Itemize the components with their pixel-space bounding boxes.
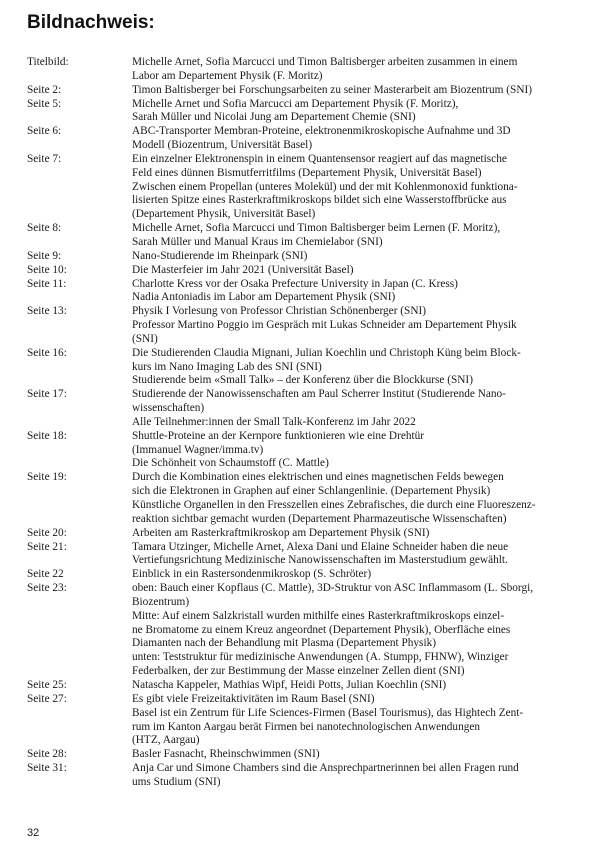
credit-line: Basler Fasnacht, Rheinschwimmen (SNI) — [132, 748, 320, 761]
credit-line: Michelle Arnet, Sofia Marcucci und Timon Baltisberger arbeiten zusammen in einem — [132, 56, 518, 68]
credit-line: Nadia Antoniadis im Labor am Departement Physik (SNI) — [132, 291, 396, 304]
credit-line: Studierende beim «Small Talk» – der Konferenz über die Blockkurse (SNI) — [132, 374, 473, 387]
credit-text — [132, 347, 575, 389]
credit-text — [132, 84, 575, 98]
credit-line: ne Bromatome zu einem Kreuz angeordnet (Departement Physik), Oberfläche eines — [132, 623, 511, 636]
credit-entry — [27, 153, 575, 222]
credit-line: (Immanuel Wagner/imma.tv) — [132, 443, 264, 456]
credit-label: Seite 18: — [27, 429, 67, 442]
credit-line: Charlotte Kress vor der Osaka Prefecture University in Japan (C. Kress) — [132, 277, 458, 290]
credit-text — [132, 430, 575, 472]
credit-line: ABC-Transporter Membran-Proteine, elektronenmikroskopische Aufnahme und 3D — [132, 125, 511, 138]
credit-label: Seite 16: — [27, 346, 67, 359]
credit-line: Labor am Departement Physik (F. Moritz) — [132, 69, 323, 82]
credits-list — [27, 56, 575, 790]
credit-text — [132, 153, 575, 222]
credit-line: Die Masterfeier im Jahr 2021 (Universität Basel) — [132, 263, 354, 276]
credit-label: Titelbild: — [27, 56, 69, 68]
credit-entry — [27, 541, 575, 569]
credit-line: Timon Baltisberger bei Forschungsarbeiten zu seiner Masterarbeit am Biozentrum (SNI) — [132, 83, 533, 96]
credit-line: Künstliche Organellen in den Fresszellen eines Zebrafisches, die durch eine Fluoreszenz- — [132, 499, 536, 511]
credit-text — [132, 388, 575, 430]
credit-entry — [27, 748, 575, 762]
credit-line: oben: Bauch einer Kopflaus (C. Mattle), 3D-Struktur von ASC Inflammasom (L. Sborgi, — [132, 582, 534, 595]
credit-label: Seite 10: — [27, 263, 67, 276]
credit-entry — [27, 471, 575, 526]
credit-text — [132, 541, 575, 569]
credit-line: Basel ist ein Zentrum für Life Sciences-Firmen (Basel Tourismus), das Hightech Zent- — [132, 706, 524, 719]
credit-entry — [27, 278, 575, 306]
credit-line: Zwischen einem Propellan (unteres Molekül) und der mit Kohlenmonoxid funktiona- — [132, 180, 518, 193]
credit-entry — [27, 264, 575, 278]
credit-entry — [27, 98, 575, 126]
credit-label: Seite 6: — [27, 125, 62, 138]
credit-entry — [27, 527, 575, 541]
credit-line: Einblick in ein Rastersondenmikroskop (S. Schröter) — [132, 568, 372, 581]
credit-label: Seite 17: — [27, 388, 67, 401]
credit-line: Ein einzelner Elektronenspin in einem Quantensensor reagiert auf das magnetische — [132, 152, 507, 165]
credit-line: ums Studium (SNI) — [132, 775, 221, 788]
credit-line: lisierten Spitze eines Rasterkraftmikroskops bildet sich eine Wasserstoffbrücke aus — [132, 194, 507, 207]
credit-entry — [27, 693, 575, 748]
credit-label: Seite 21: — [27, 540, 67, 553]
credit-text — [132, 582, 575, 679]
credit-line: kurs im Nano Imaging Lab des SNI (SNI) — [132, 360, 322, 373]
credit-line: Es gibt viele Freizeitaktivitäten im Raum Basel (SNI) — [132, 692, 375, 705]
credit-line: Tamara Utzinger, Michelle Arnet, Alexa Dani und Elaine Schneider haben die neue — [132, 540, 509, 553]
credit-line: Professor Martino Poggio im Gespräch mit Lukas Schneider am Departement Physik — [132, 319, 517, 332]
credit-text — [132, 527, 575, 541]
credit-text — [132, 278, 575, 306]
credit-line: Sarah Müller und Nicolai Jung am Departement Chemie (SNI) — [132, 111, 416, 124]
credit-text — [132, 98, 575, 126]
credit-text — [132, 471, 575, 526]
credit-label: Seite 28: — [27, 748, 67, 761]
credit-label: Seite 31: — [27, 762, 67, 775]
credit-text — [132, 748, 575, 762]
credit-text — [132, 568, 575, 582]
credit-entry — [27, 125, 575, 153]
credit-label: Seite 7: — [27, 152, 62, 165]
credit-text — [132, 264, 575, 278]
credit-line: Biozentrum) — [132, 595, 190, 608]
credit-entry — [27, 56, 575, 84]
credit-text — [132, 125, 575, 153]
credit-label: Seite 25: — [27, 678, 67, 691]
credit-line: Mitte: Auf einem Salzkristall wurden mithilfe eines Rasterkraftmikroskops einzel- — [132, 609, 505, 622]
credit-label: Seite 27: — [27, 692, 67, 705]
credit-line: wissenschaften) — [132, 402, 205, 415]
credit-line: Natascha Kappeler, Mathias Wipf, Heidi Potts, Julian Koechlin (SNI) — [132, 678, 447, 691]
credit-label: Seite 19: — [27, 471, 67, 484]
credit-line: Federbalken, der zur Bestimmung der Masse einzelner Zellen dient (SNI) — [132, 665, 465, 678]
credit-entry — [27, 430, 575, 472]
credit-label: Seite 2: — [27, 83, 62, 96]
credit-label: Seite 11: — [27, 277, 67, 290]
credit-line: Shuttle-Proteine an der Kernpore funktionieren wie eine Drehtür — [132, 429, 425, 442]
credit-label: Seite 9: — [27, 249, 62, 262]
credit-line: (SNI) — [132, 332, 158, 345]
credit-entry — [27, 222, 575, 250]
credit-line: Nano-Studierende im Rheinpark (SNI) — [132, 249, 308, 262]
credit-text — [132, 250, 575, 264]
credit-entry — [27, 347, 575, 389]
credit-line: Die Schönheit von Schaumstoff (C. Mattle) — [132, 457, 329, 470]
credit-line: Diamanten nach der Behandlung mit Plasma (Departement Physik) — [132, 637, 436, 650]
credit-line: Michelle Arnet und Sofia Marcucci am Departement Physik (F. Moritz), — [132, 97, 459, 110]
credit-line: (HTZ, Aargau) — [132, 734, 200, 747]
credit-line: Studierende der Nanowissenschaften am Paul Scherrer Institut (Studierende Nano- — [132, 388, 506, 401]
credit-entry — [27, 84, 575, 98]
credit-text — [132, 762, 575, 790]
credit-label: Seite 23: — [27, 582, 67, 595]
credit-label: Seite 13: — [27, 305, 67, 318]
credit-line: Durch die Kombination eines elektrischen und eines magnetischen Felds bewegen — [132, 471, 504, 484]
credit-line: rum im Kanton Aargau berät Firmen bei nanotechnologischen Anwendungen — [132, 720, 481, 733]
credit-line: Anja Car und Simone Chambers sind die Ansprechpartnerinnen bei allen Fragen rund — [132, 762, 519, 775]
credit-label: Seite 5: — [27, 97, 62, 110]
credit-line: Modell (Biozentrum, Universität Basel) — [132, 139, 313, 152]
credit-line: (Departement Physik, Universität Basel) — [132, 208, 316, 221]
credit-entry — [27, 388, 575, 430]
credit-line: Alle Teilnehmer:innen der Small Talk-Konferenz im Jahr 2022 — [132, 415, 416, 428]
credit-line: Arbeiten am Rasterkraftmikroskop am Departement Physik (SNI) — [132, 526, 430, 539]
page-title: Bildnachweis: — [27, 12, 155, 33]
credit-label: Seite 22 — [27, 568, 64, 581]
credit-text — [132, 56, 575, 84]
credit-line: sich die Elektronen in Graphen auf einer Schlangenlinie. (Departement Physik) — [132, 485, 491, 498]
credit-text — [132, 679, 575, 693]
credit-entry — [27, 582, 575, 679]
credit-entry — [27, 568, 575, 582]
credit-entry — [27, 762, 575, 790]
credit-label: Seite 20: — [27, 526, 67, 539]
credit-line: unten: Teststruktur für medizinische Anwendungen (A. Stumpp, FHNW), Winziger — [132, 651, 509, 664]
credit-entry — [27, 250, 575, 264]
credit-text — [132, 693, 575, 748]
credit-entry — [27, 679, 575, 693]
credit-line: Feld eines dünnen Bismutferritfilms (Departement Physik, Universität Basel) — [132, 166, 482, 179]
credit-line: Die Studierenden Claudia Mignani, Julian Koechlin und Christoph Küng beim Block- — [132, 346, 521, 359]
credit-text — [132, 222, 575, 250]
credit-line: Vertiefungsrichtung Medizinische Nanowissenschaften im Masterstudium gewählt. — [132, 554, 508, 567]
credit-text — [132, 305, 575, 347]
credit-entry — [27, 305, 575, 347]
credit-line: Sarah Müller und Manual Kraus im Chemielabor (SNI) — [132, 235, 383, 248]
credit-label: Seite 8: — [27, 222, 62, 235]
credit-line: Michelle Arnet, Sofia Marcucci und Timon Baltisberger beim Lernen (F. Moritz), — [132, 222, 501, 235]
credit-line: reaktion sichtbar gemacht wurden (Departement Pharmazeutische Wissenschaften) — [132, 512, 507, 525]
credit-line: Physik I Vorlesung von Professor Christian Schönenberger (SNI) — [132, 305, 427, 318]
page-number: 32 — [27, 827, 40, 839]
